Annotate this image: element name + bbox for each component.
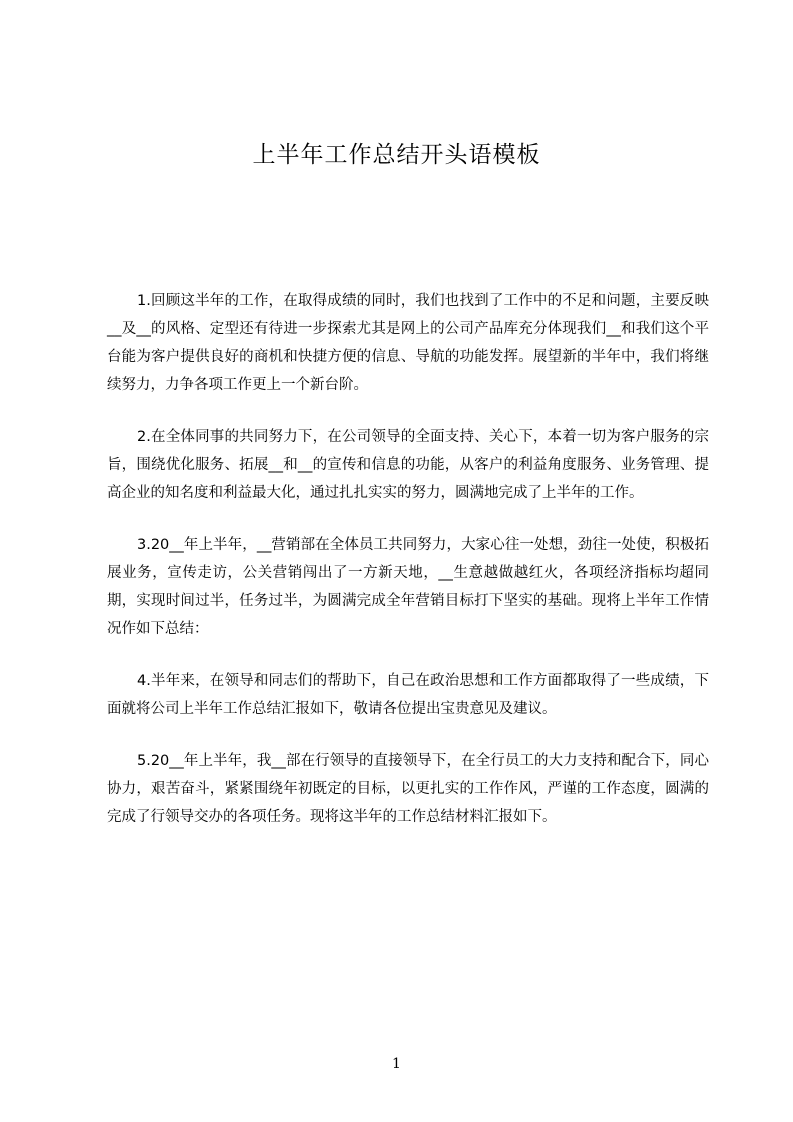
page-number: 1 [392,1056,401,1072]
document-body [107,287,709,855]
document-title: 上半年工作总结开头语模板 [252,142,541,168]
paragraph-2: 2.在全体同事的共同努力下，在公司领导的全面支持、关心下，本着一切为客户服务的宗旨，围绕优化服务、拓展__和__的宣传和信息的功能，从客户的利益角度服务、业务管理、提高企业的知名度和利益最大化，通过扎扎实实的努力，圆满地完成了上半年的工作。 [107,429,709,501]
paragraph-1: 1.回顾这半年的工作，在取得成绩的同时，我们也找到了工作中的不足和问题，主要反映__及__的风格、定型还有待进一步探索尤其是网上的公司产品库充分体现我们__和我们这个平台能为客户提供良好的商机和快捷方便的信息、导航的功能发挥。展望新的半年中，我们将继续努力，力争各项工作更上一个新台阶。 [107,293,709,393]
paragraph-4: 4.半年来，在领导和同志们的帮助下，自己在政治思想和工作方面都取得了一些成绩，下面就将公司上半年工作总结汇报如下，敬请各位提出宝贵意见及建议。 [107,673,709,717]
paragraph-5: 5.20__年上半年，我__部在行领导的直接领导下，在全行员工的大力支持和配合下，同心协力，艰苦奋斗，紧紧围绕年初既定的目标，以更扎实的工作作风，严谨的工作态度，圆满的完成了行领导交办的各项任务。现将这半年的工作总结材料汇报如下。 [107,753,709,825]
paragraph-3: 3.20__年上半年，__营销部在全体员工共同努力，大家心往一处想，劲往一处使，积极拓展业务，宣传走访，公关营销闯出了一方新天地，__生意越做越红火，各项经济指标均超同期，实现时间过半，任务过半，为圆满完成全年营销目标打下坚实的基础。现将上半年工作情况作如下总结： [107,537,709,637]
